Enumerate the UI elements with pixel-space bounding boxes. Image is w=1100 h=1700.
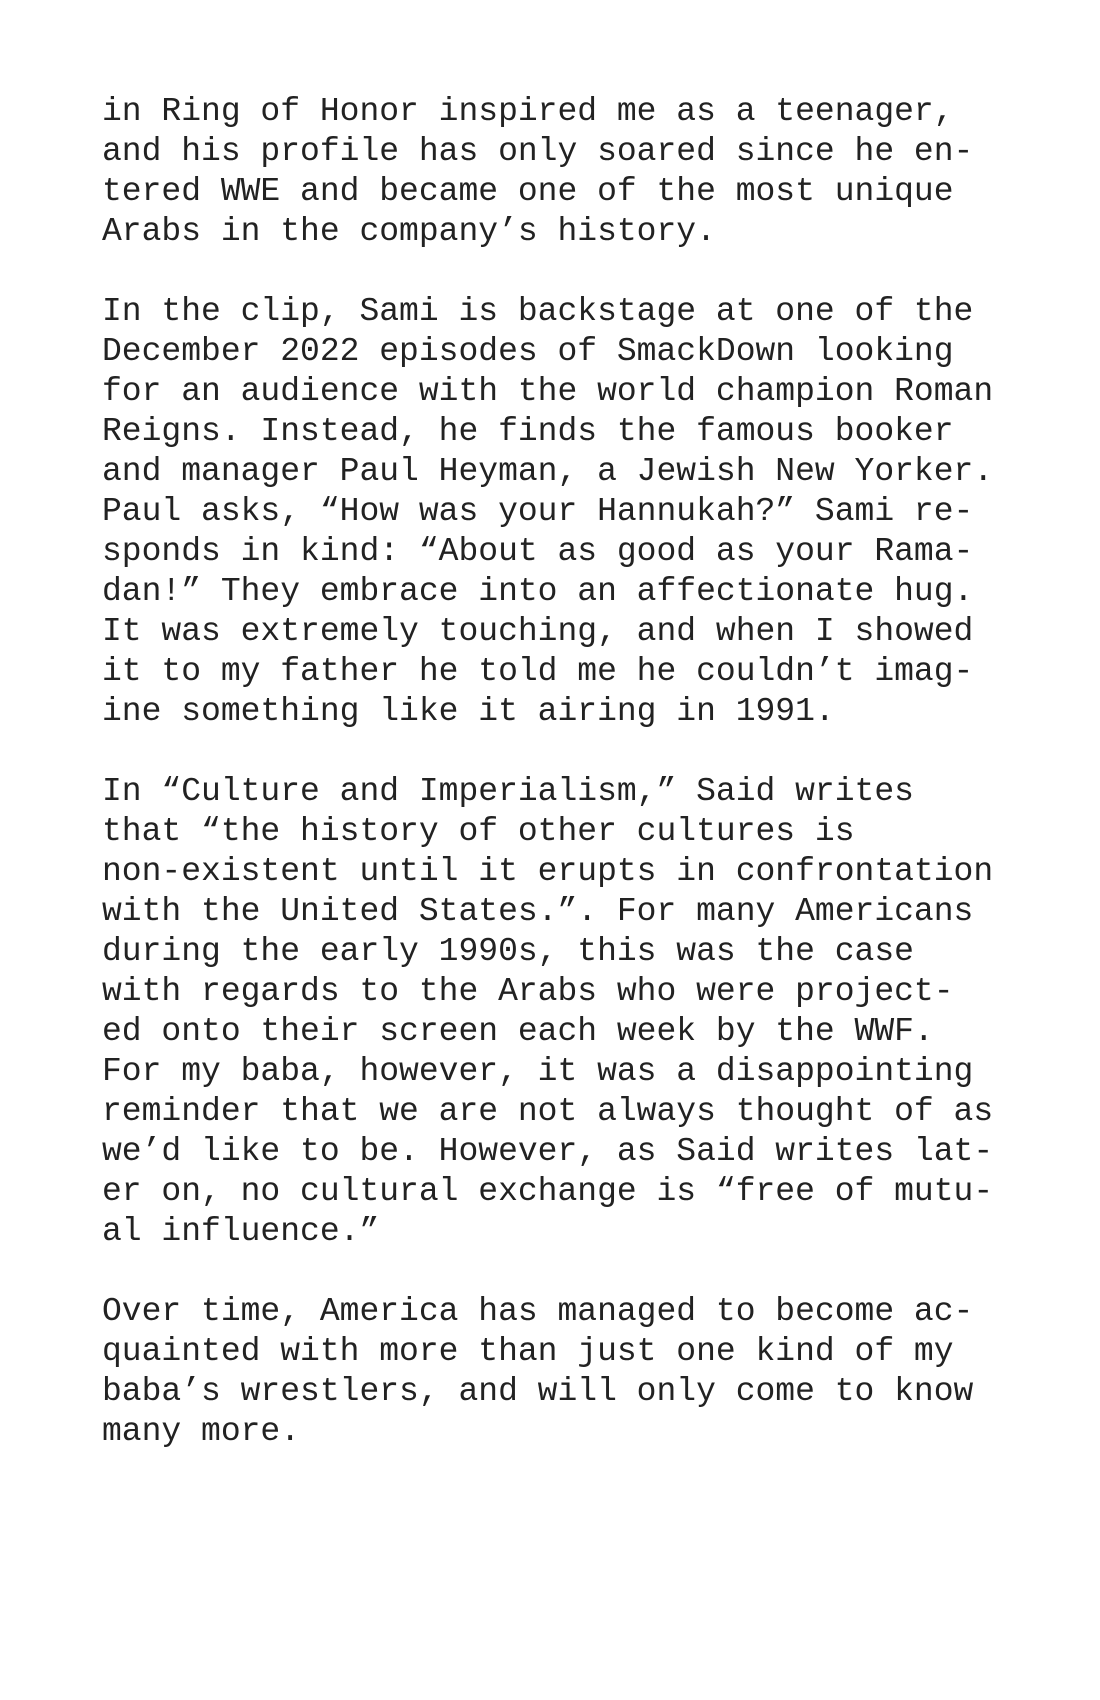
text-line: that “the history of other cultures is bbox=[102, 813, 855, 850]
text-line: we’d like to be. However, as Said writes lat- bbox=[102, 1133, 994, 1170]
text-line: ine something like it airing in 1991. bbox=[102, 693, 835, 730]
text-line: Arabs in the company’s history. bbox=[102, 213, 716, 250]
text-line: Paul asks, “How was your Hannukah?” Sami re- bbox=[102, 493, 974, 530]
text-line: non-existent until it erupts in confrontation bbox=[102, 853, 994, 890]
text-line: sponds in kind: “About as good as your Rama- bbox=[102, 533, 974, 570]
text-line: Reigns. Instead, he finds the famous booker bbox=[102, 413, 954, 450]
paragraph-4 bbox=[102, 1292, 1032, 1452]
text-line: with regards to the Arabs who were project- bbox=[102, 973, 954, 1010]
text-line: for an audience with the world champion Roman bbox=[102, 373, 994, 410]
text-line: many more. bbox=[102, 1413, 301, 1450]
text-line: reminder that we are not always thought of as bbox=[102, 1093, 994, 1130]
text-line: December 2022 episodes of SmackDown looking bbox=[102, 333, 954, 370]
paragraph-3 bbox=[102, 772, 1032, 1252]
text-line: Over time, America has managed to become ac- bbox=[102, 1293, 974, 1330]
text-line: In “Culture and Imperialism,” Said writes bbox=[102, 773, 914, 810]
article-body bbox=[102, 92, 1032, 1492]
text-line: For my baba, however, it was a disappointing bbox=[102, 1053, 974, 1090]
paragraph-1 bbox=[102, 92, 1032, 252]
text-line: during the early 1990s, this was the case bbox=[102, 933, 914, 970]
text-line: dan!” They embrace into an affectionate hug. bbox=[102, 573, 974, 610]
text-line: and manager Paul Heyman, a Jewish New Yorker. bbox=[102, 453, 994, 490]
paragraph-2 bbox=[102, 292, 1032, 732]
text-line: it to my father he told me he couldn’t imag- bbox=[102, 653, 974, 690]
text-line: al influence.” bbox=[102, 1213, 380, 1250]
text-line: and his profile has only soared since he en- bbox=[102, 133, 974, 170]
text-line: with the United States.”. For many Americans bbox=[102, 893, 974, 930]
text-line: quainted with more than just one kind of my bbox=[102, 1333, 954, 1370]
text-line: In the clip, Sami is backstage at one of the bbox=[102, 293, 974, 330]
text-line: tered WWE and became one of the most unique bbox=[102, 173, 954, 210]
text-line: baba’s wrestlers, and will only come to know bbox=[102, 1373, 974, 1410]
text-line: in Ring of Honor inspired me as a teenager, bbox=[102, 93, 954, 130]
text-line: It was extremely touching, and when I showed bbox=[102, 613, 974, 650]
text-line: er on, no cultural exchange is “free of mutu- bbox=[102, 1173, 994, 1210]
text-line: ed onto their screen each week by the WWF. bbox=[102, 1013, 934, 1050]
